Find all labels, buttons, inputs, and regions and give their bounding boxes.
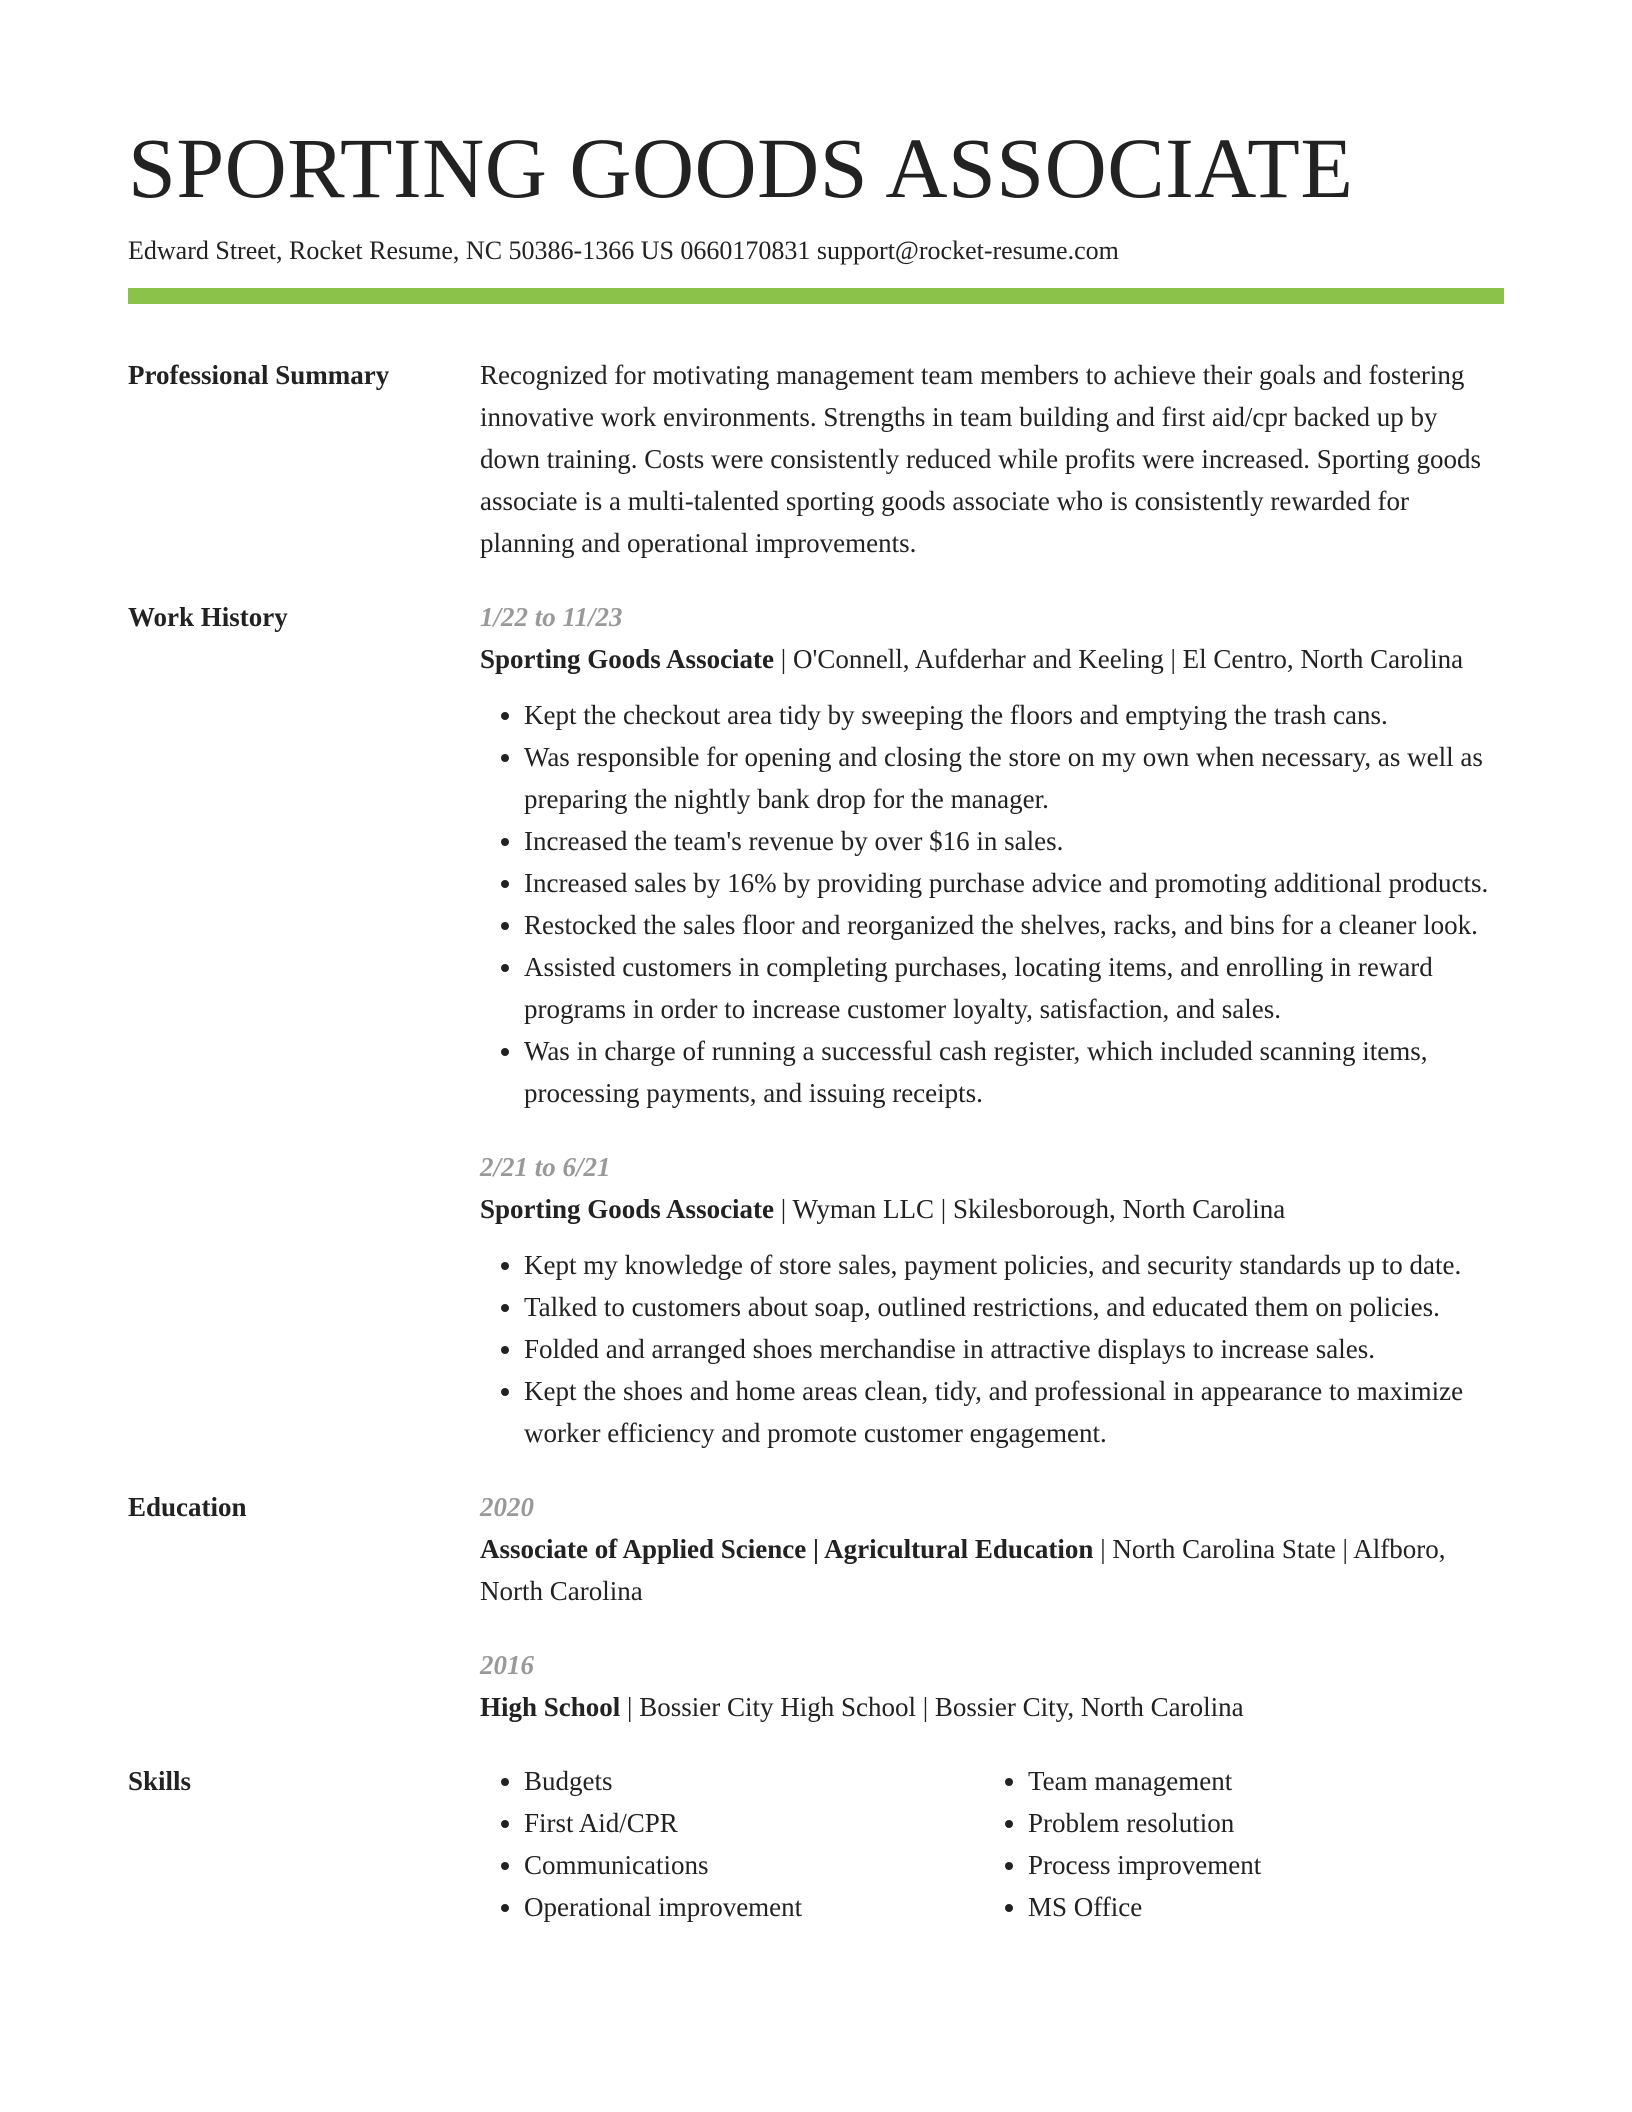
skills-section — [128, 1760, 1504, 1928]
job-entry — [480, 1146, 1504, 1454]
job-bullet: • Was responsible for opening and closing the store on my own when necessary, as well as preparing the nightly bank drop for the manager. — [524, 736, 1504, 820]
job-bullets — [480, 1244, 1504, 1454]
job-bullet: • Kept my knowledge of store sales, payment policies, and security standards up to date. — [524, 1244, 1504, 1286]
skill-item: • Operational improvement — [524, 1886, 984, 1928]
job-bullets — [480, 694, 1504, 1114]
job-bullet: • Folded and arranged shoes merchandise in attractive displays to increase sales. — [524, 1328, 1504, 1370]
education-entry — [480, 1486, 1504, 1612]
job-bullet: • Increased sales by 16% by providing purchase advice and promoting additional products. — [524, 862, 1504, 904]
skill-item: • First Aid/CPR — [524, 1802, 984, 1844]
skills-body — [480, 1760, 1504, 1928]
job-entry — [480, 596, 1504, 1114]
education-line — [480, 1528, 1504, 1612]
work-history-body — [480, 596, 1504, 1454]
job-bullet: • Talked to customers about soap, outlined restrictions, and educated them on policies. — [524, 1286, 1504, 1328]
skills-list-right — [984, 1760, 1488, 1928]
job-bullet: • Assisted customers in completing purchases, locating items, and enrolling in reward programs in order to increase customer loyalty, satisfaction, and sales. — [524, 946, 1504, 1030]
skill-item: • Problem resolution — [1028, 1802, 1488, 1844]
section-title-summary: Professional Summary — [128, 360, 390, 390]
education-line — [480, 1686, 1504, 1728]
resume-page — [128, 0, 1504, 1928]
education-degree: High School — [480, 1692, 621, 1722]
skill-item: • Communications — [524, 1844, 984, 1886]
education-details: | Bossier City High School | Bossier City, North Carolina — [620, 1692, 1244, 1722]
job-bullet: • Kept the checkout area tidy by sweeping the floors and emptying the trash cans. — [524, 694, 1504, 736]
skill-item: • Team management — [1028, 1760, 1488, 1802]
skill-item: • MS Office — [1028, 1886, 1488, 1928]
job-title-line — [480, 1188, 1504, 1230]
job-dates: 1/22 to 11/23 — [480, 602, 623, 632]
summary-text: Recognized for motivating management team members to achieve their goals and fostering innovative work environments. Strengths in team building and first aid/cpr backed up by down training. Costs were consistently reduced while profits were increased. Sporting goods associate is a multi-talented sporting goods associate who is consistently rewarded for planning and operational improvements. — [480, 360, 1482, 558]
education-year: 2016 — [480, 1650, 534, 1680]
accent-divider — [128, 288, 1504, 304]
resume-name-heading: SPORTING GOODS ASSOCIATE — [128, 120, 1354, 216]
education-section — [128, 1486, 1504, 1728]
job-role: Sporting Goods Associate — [480, 644, 775, 674]
job-details: | Wyman LLC | Skilesborough, North Carolina — [774, 1194, 1286, 1224]
education-degree: Associate of Applied Science | Agricultural Education — [480, 1534, 1094, 1564]
education-entry — [480, 1644, 1504, 1728]
job-title-line — [480, 638, 1504, 680]
job-dates: 2/21 to 6/21 — [480, 1152, 611, 1182]
job-bullet: • Kept the shoes and home areas clean, tidy, and professional in appearance to maximize worker efficiency and promote customer engagement. — [524, 1370, 1504, 1454]
contact-line: Edward Street, Rocket Resume, NC 50386-1366 US 0660170831 support@rocket-resume.com — [128, 236, 1119, 265]
education-year: 2020 — [480, 1492, 534, 1522]
skill-item: • Process improvement — [1028, 1844, 1488, 1886]
job-bullet: • Restocked the sales floor and reorganized the shelves, racks, and bins for a cleaner look. — [524, 904, 1504, 946]
job-bullet: • Was in charge of running a successful cash register, which included scanning items, processing payments, and issuing receipts. — [524, 1030, 1504, 1114]
summary-body — [480, 354, 1504, 564]
skills-columns — [480, 1760, 1504, 1928]
section-title-skills: Skills — [128, 1766, 192, 1796]
section-title-education: Education — [128, 1492, 247, 1522]
section-title-work-history: Work History — [128, 602, 288, 632]
education-details: | North Carolina State | Alfboro, North Carolina — [480, 1534, 1446, 1606]
work-history-section — [128, 596, 1504, 1454]
education-body — [480, 1486, 1504, 1728]
skill-item: • Budgets — [524, 1760, 984, 1802]
job-details: | O'Connell, Aufderhar and Keeling | El Centro, North Carolina — [774, 644, 1464, 674]
job-bullet: • Increased the team's revenue by over $16 in sales. — [524, 820, 1504, 862]
job-role: Sporting Goods Associate — [480, 1194, 775, 1224]
summary-section — [128, 354, 1504, 564]
skills-list-left — [480, 1760, 984, 1928]
